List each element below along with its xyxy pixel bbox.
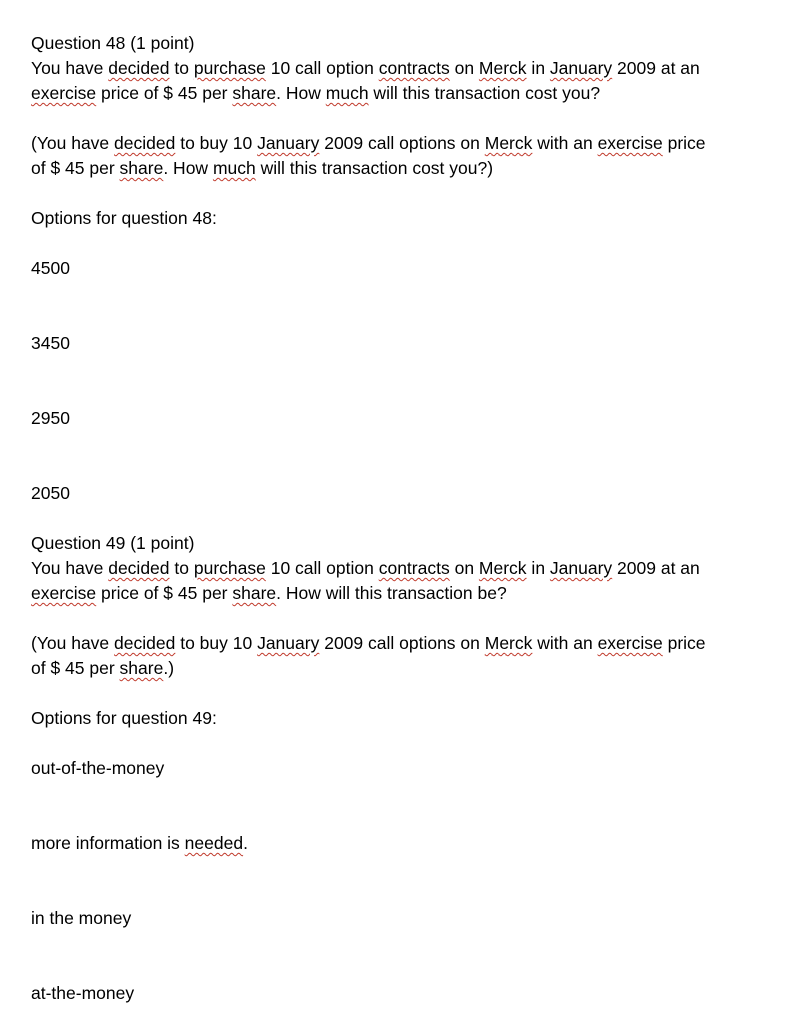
spellcheck-word: Merck [478,58,527,78]
spellcheck-word: share [119,658,164,678]
text-run: will this transaction cost you? [368,83,601,103]
text-run: price of $ 45 per [96,583,233,603]
spellcheck-word: decided [108,58,170,78]
spellcheck-word: share [232,83,277,103]
option-item[interactable]: 4500 [31,258,70,278]
spellcheck-word: much [212,158,256,178]
spellcheck-word: decided [114,633,176,653]
text-run: .) [163,658,175,678]
text-run: with an [532,133,598,153]
text-run: You have [31,558,109,578]
document-page [31,31,791,1006]
spellcheck-word: January [549,558,613,578]
text-run: in [526,558,550,578]
text-run: 2009 at an [612,558,700,578]
text-run: on [449,558,479,578]
option-item[interactable] [31,831,791,856]
text-run: You have [31,58,109,78]
option-item[interactable]: in the money [31,908,132,928]
text-run: of $ 45 per [31,158,120,178]
text-run: price [662,633,706,653]
text-run: on [449,58,479,78]
text-run: price of $ 45 per [96,83,233,103]
option-item[interactable]: 2950 [31,408,70,428]
question-alt-line [31,131,791,156]
text-run: of $ 45 per [31,658,120,678]
text-run: . How [276,83,326,103]
spellcheck-word: Merck [478,558,527,578]
text-run: with an [532,633,598,653]
text-run: 10 call option [265,58,379,78]
spellcheck-word: needed [184,833,244,853]
text-run: to [169,558,194,578]
text-run: 2009 at an [612,58,700,78]
options-label: Options for question 49: [31,708,217,728]
question-title: Question 49 (1 point) [31,533,195,553]
option-item[interactable]: 3450 [31,333,70,353]
spellcheck-word: much [325,83,369,103]
spellcheck-word: January [549,58,613,78]
spellcheck-word: January [257,133,320,153]
text-run: (You have [31,133,115,153]
options-label: Options for question 48: [31,208,217,228]
text-run: more information is [31,833,185,853]
question-text-line [31,581,791,606]
text-run: to buy 10 [175,133,258,153]
text-run: . [243,833,248,853]
text-run: in [526,58,550,78]
spellcheck-word: Merck [484,633,533,653]
spellcheck-word: share [232,583,277,603]
spellcheck-word: share [119,158,164,178]
option-item[interactable]: 2050 [31,483,70,503]
spellcheck-word: exercise [597,633,663,653]
spellcheck-word: contracts [378,58,450,78]
text-run: 2009 call options on [319,133,485,153]
question-text-line [31,81,791,106]
question-alt-line [31,631,791,656]
question-49 [31,531,791,1006]
question-text-line [31,56,791,81]
spellcheck-word: purchase [193,58,266,78]
question-48 [31,31,791,531]
spellcheck-word: Merck [484,133,533,153]
spellcheck-word: contracts [378,558,450,578]
text-run: 10 call option [265,558,379,578]
text-run: 2009 call options on [319,633,485,653]
text-run: to [169,58,194,78]
spellcheck-word: decided [114,133,176,153]
text-run: price [662,133,706,153]
text-run: (You have [31,633,115,653]
text-run: to buy 10 [175,633,258,653]
text-run: . How will this transaction be? [276,583,507,603]
spellcheck-word: exercise [31,83,97,103]
spellcheck-word: exercise [597,133,663,153]
text-run: . How [163,158,213,178]
text-run: will this transaction cost you?) [255,158,494,178]
option-item[interactable]: out-of-the-money [31,758,165,778]
question-alt-line [31,156,791,181]
spellcheck-word: January [257,633,320,653]
question-title: Question 48 (1 point) [31,33,195,53]
spellcheck-word: decided [108,558,170,578]
question-alt-line [31,656,791,681]
spellcheck-word: exercise [31,583,97,603]
option-item[interactable]: at-the-money [31,983,135,1003]
spellcheck-word: purchase [193,558,266,578]
question-text-line [31,556,791,581]
